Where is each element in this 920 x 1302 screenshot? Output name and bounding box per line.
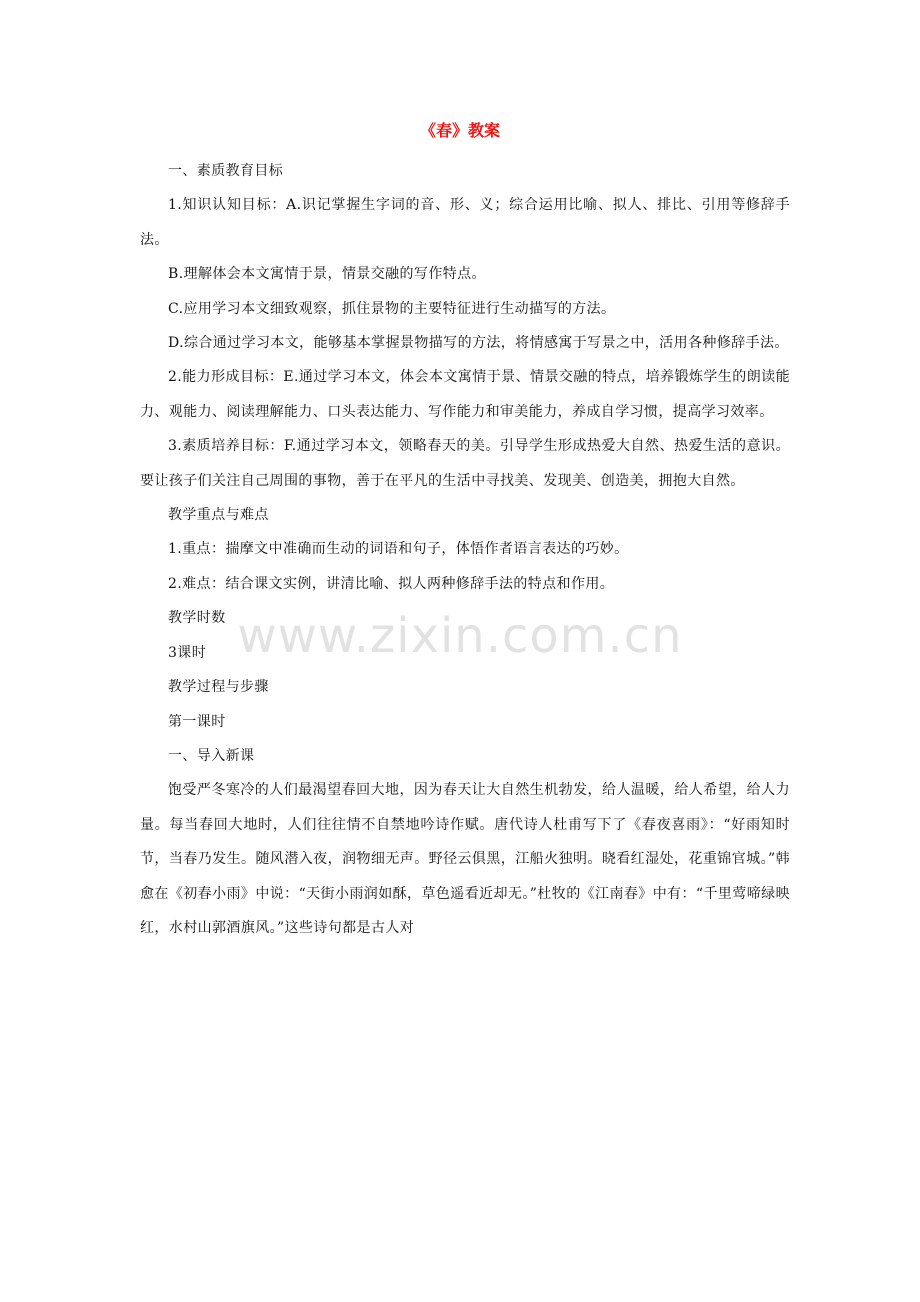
paragraph-goal-b: B.理解体会本文寓情于景，情景交融的写作特点。 [168,266,486,283]
section-heading-goals: 一、素质教育目标 [168,163,284,179]
paragraph-intro-text: 饱受严冬寒冷的人们最渴望春回大地，因为春天让大自然生机勃发，给人温暖，给人希望，给人力量。每当春回大地时，人们往往情不自禁地吟诗作赋。唐代诗人杜甫写下了《春夜喜雨》：“好雨知时节，当春乃发生。随风潜入夜，润物细无声。野径云俱黑，江船火独明。晓看红湿处，花重锦官城。”韩愈在《初春小雨》中说：“天街小雨润如酥，草色遥看近却无。”杜牧的《江南春》中有：“千里莺啼绿映红，水村山郭酒旗风。”这些诗句都是古人对 [140,782,790,936]
section-heading-intro: 一、导入新课 [168,747,255,764]
paragraph-quality-goal: 3.素质培养目标：F.通过学习本文，领略春天的美。引导学生形成热爱大自然、热爱生活的意识。要让孩子们关注自己周围的事物，善于在平凡的生活中寻找美、发现美、创造美，拥抱大自然。 [140,438,790,489]
document-title: 《春》教案 [419,121,500,140]
paragraph-ability-goal: 2.能力形成目标：E.通过学习本文，体会本文寓情于景、情景交融的特点，培养锻炼学生的朗读能力、观能力、阅读理解能力、口头表达能力、写作能力和审美能力，养成自学习惯，提高学习效率。 [140,369,790,420]
paragraph-knowledge-goal: 1.知识认知目标：A.识记掌握生字词的音、形、义；综合运用比喻、拟人、排比、引用等修辞手法。 [140,197,790,248]
section-heading-key-points: 教学重点与难点 [168,507,269,524]
document-body [140,154,790,945]
paragraph-hours: 3课时 [168,644,207,661]
section-heading-hours: 教学时数 [168,610,226,627]
section-heading-first-lesson: 第一课时 [168,713,226,730]
paragraph-difficult-point: 2.难点：结合课文实例，讲清比喻、拟人两种修辞手法的特点和作用。 [168,575,615,592]
paragraph-goal-d: D.综合通过学习本文，能够基本掌握景物描写的方法，将情感寓于写景之中，活用各种修辞手法。 [168,335,789,352]
watermark: www.zixin.com.cn [237,608,683,664]
section-heading-process: 教学过程与步骤 [168,679,269,696]
paragraph-key-point: 1.重点：揣摩文中准确而生动的词语和句子，体悟作者语言表达的巧妙。 [168,541,629,558]
paragraph-goal-c: C.应用学习本文细致观察，抓住景物的主要特征进行生动描写的方法。 [168,300,616,317]
